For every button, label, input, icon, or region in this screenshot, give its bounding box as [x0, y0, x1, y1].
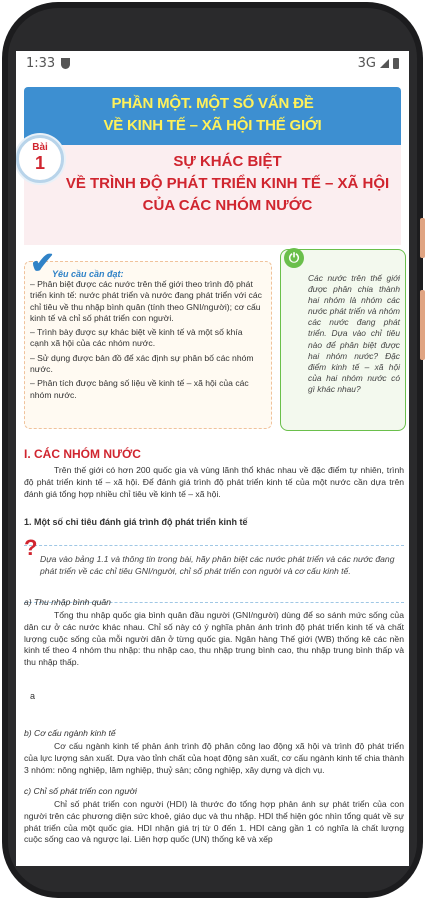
clock: 1:33 [26, 55, 56, 71]
subsection-a-heading: a) Thu nhập bình quân [24, 597, 111, 607]
battery-icon [393, 58, 399, 69]
part-title-line1: PHẦN MỘT. MỘT SỐ VẤN ĐỀ [111, 95, 314, 112]
list-item: – Trình bày được sự khác biệt về kinh tế và một số khía cạnh xã hội của các nhóm nước. [30, 327, 243, 349]
part-title [24, 93, 401, 137]
subsection-b-text: Cơ cấu ngành kinh tế phản ánh trình độ phân công lao động xã hội và trình độ phát triển của lực lượng sản xuất. Dựa vào tỉnh chất của hoạt động sản xuất, cơ cấu ngành kinh tế chia thành 3 nhóm: nông nghiệp, lâm nghiệp, thuỷ sản; công nghiệp, xây dựng và dịch vụ. [24, 741, 404, 775]
shield-icon [61, 58, 70, 69]
list-item: – Sử dụng được bản đồ để xác định sự phân bố các nhóm nước. [30, 352, 254, 375]
screen [16, 51, 409, 866]
requirements-heading: Yêu cầu cần đạt: [52, 269, 124, 279]
subsection-b-heading: b) Cơ cấu ngành kinh tế [24, 728, 116, 738]
lesson-title-line1: SỰ KHÁC BIỆT [173, 153, 282, 170]
question-mark-icon: ? [24, 535, 38, 560]
intro-paragraph: Trên thế giới có hơn 200 quốc gia và vùng lãnh thổ khác nhau về đặc điểm tự nhiên, trình độ phát triển kinh tế – xã hội. Để đánh giá trình độ phát triển kinh tế của một nước cần dựa trên đánh giá tổng hợp nhiều chỉ tiêu về kinh tế – xã hội. [24, 465, 404, 499]
subsection-a-text: Tổng thu nhập quốc gia bình quân đầu người (GNI/người) dùng để so sánh mức sống của dân cư ở các nước khác nhau. Chỉ số này có ý nghĩa phản ánh trình độ phát triển kinh tế và chất lượng cuộc sống của mỗi người dân ở từng quốc gia. Ngân hàng Thế giới (WB) thống kê các nền kinh tế theo 4 nhóm thu nhập: thu nhập cao, thu nhập trung bình cao, thu nhập trung bình thấp và thu nhập thấp. [24, 610, 404, 668]
power-button [420, 218, 425, 258]
checkmark-icon: ✔ [30, 247, 56, 280]
subsection-c-heading: c) Chỉ số phát triển con người [24, 786, 137, 796]
lesson-title-line2: VỀ TRÌNH ĐỘ PHÁT TRIỂN KINH TẾ – XÃ HỘI [65, 175, 390, 192]
part-banner [24, 87, 401, 145]
volume-button [420, 290, 425, 360]
subsection-c-text: Chỉ số phát triển con người (HDI) là thước đo tổng hợp phản ánh sự phát triển của con người trên các phương diện sức khoẻ, giáo dục và thu nhập. HDI thể hiện góc nhìn tổng quát về sự phát triển của một quốc gia. HDI nhận giá trị từ 0 đến 1. HDI càng gần 1 có nghĩa là chất lượng cuộc sống cao và ngược lại. Liên hợp quốc (UN) thống kê và xếp [24, 799, 404, 845]
starter-question-text: Các nước trên thế giới được phân chia thành hai nhóm là nhóm các nước phát triển và nhóm các nước đang phát triển. Dựa vào chỉ tiêu nào để phân biệt được hai nhóm nước? Đặc điểm kinh tế – xã hội của hai nhóm nước có gì khác nhau? [308, 273, 400, 394]
lesson-number: 1 [34, 153, 45, 173]
list-item: – Phân biệt được các nước trên thế giới theo trình độ phát triển kinh tế: nước phát triển và nước đang phát triển với các chỉ tiêu về thu nhập bình quân (tính theo GNI/người); cơ cấu kinh tế và chỉ số phát triển con người. [30, 279, 262, 323]
subsection-heading: 1. Một số chỉ tiêu đánh giá trình độ phát triển kinh tế [24, 517, 248, 527]
requirements-list [30, 279, 262, 404]
power-icon: ⏻ [284, 248, 304, 268]
list-item: – Phân tích được bảng số liệu về kinh tế – xã hội của các nhóm nước. [30, 378, 249, 400]
lesson-title [56, 151, 399, 217]
figure-marker: a [30, 691, 36, 701]
signal-icon [380, 59, 389, 68]
part-title-line2: VỀ KINH TẾ – XÃ HỘI THẾ GIỚI [103, 117, 322, 134]
network-type: 3G [357, 55, 376, 71]
lesson-title-line3: CỦA CÁC NHÓM NƯỚC [142, 197, 313, 214]
lesson-label: Bài [32, 142, 48, 153]
question-text: Dựa vào bảng 1.1 và thông tin trong bài, hãy phân biệt các nước phát triển và các nước đang phát triển về các chỉ tiêu GNI/người, chỉ số phát triển con người và cơ cấu kinh tế. [40, 554, 395, 576]
section-heading: I. CÁC NHÓM NƯỚC [24, 447, 141, 461]
status-bar [16, 51, 409, 75]
